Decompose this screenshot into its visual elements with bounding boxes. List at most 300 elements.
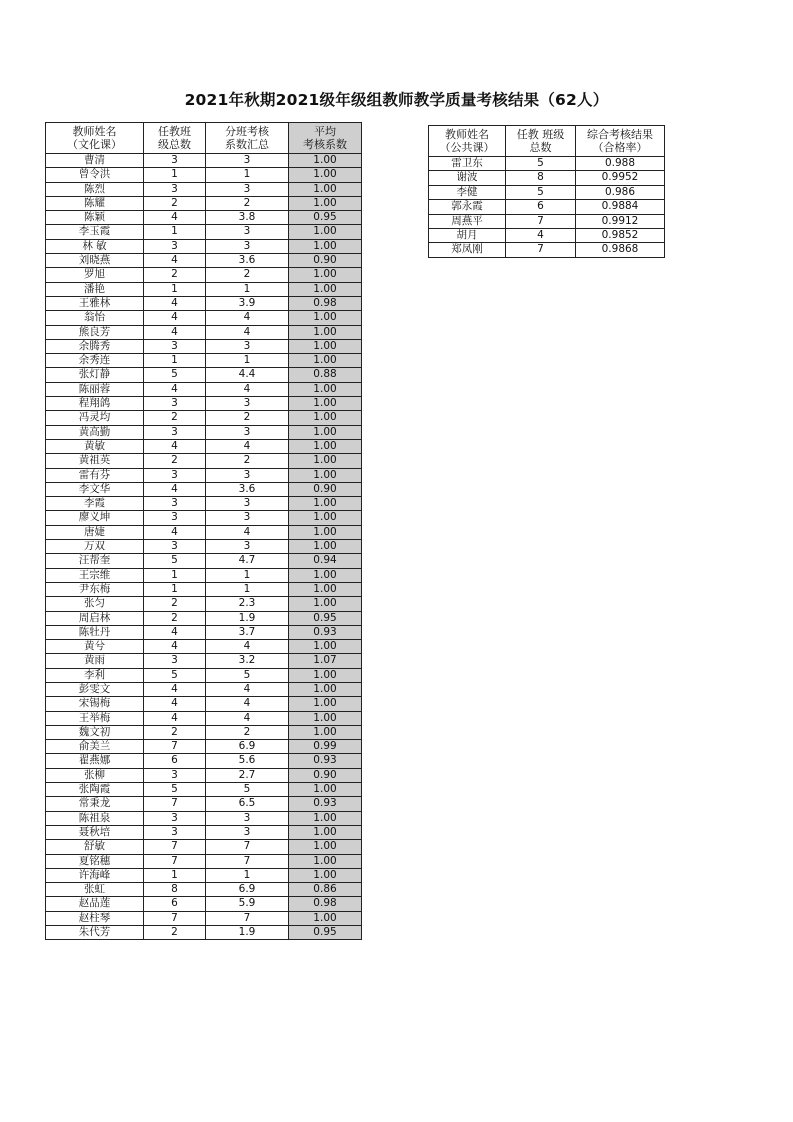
class-count-cell: 4 xyxy=(144,325,206,339)
class-count-cell: 4 xyxy=(144,382,206,396)
class-count-cell: 5 xyxy=(144,668,206,682)
coef-sum-cell: 3 xyxy=(206,182,289,196)
class-count-cell: 4 xyxy=(144,682,206,696)
table-row xyxy=(46,354,362,368)
table-row xyxy=(46,897,362,911)
class-count-cell: 6 xyxy=(144,754,206,768)
public-pass-rate-cell: 0.9912 xyxy=(576,214,665,228)
coef-sum-cell: 4 xyxy=(206,325,289,339)
teacher-name-cell: 赵品莲 xyxy=(46,897,144,911)
table-row xyxy=(46,540,362,554)
coef-sum-cell: 5.9 xyxy=(206,897,289,911)
coef-sum-cell: 4 xyxy=(206,382,289,396)
class-count-cell: 7 xyxy=(144,797,206,811)
class-count-cell: 4 xyxy=(144,439,206,453)
class-count-cell: 5 xyxy=(144,368,206,382)
avg-coef-cell: 1.00 xyxy=(289,454,362,468)
table-row xyxy=(46,868,362,882)
coef-sum-cell: 4 xyxy=(206,697,289,711)
teacher-name-cell: 周启林 xyxy=(46,611,144,625)
header-class-count: 任教班 级总数 xyxy=(144,123,206,154)
class-count-cell: 1 xyxy=(144,568,206,582)
public-teacher-name-cell: 周燕平 xyxy=(429,214,506,228)
header-public-pass-rate: 综合考核结果 （合格率） xyxy=(576,126,665,157)
coef-sum-cell: 3 xyxy=(206,468,289,482)
table-row xyxy=(46,554,362,568)
avg-coef-cell: 1.00 xyxy=(289,497,362,511)
avg-coef-cell: 1.00 xyxy=(289,382,362,396)
header-public-teacher-name: 教师姓名 （公共课） xyxy=(429,126,506,157)
table-row xyxy=(46,411,362,425)
public-pass-rate-cell: 0.9952 xyxy=(576,171,665,185)
avg-coef-cell: 1.00 xyxy=(289,268,362,282)
class-count-cell: 2 xyxy=(144,611,206,625)
avg-coef-cell: 0.93 xyxy=(289,797,362,811)
class-count-cell: 4 xyxy=(144,697,206,711)
coef-sum-cell: 6.9 xyxy=(206,883,289,897)
coef-sum-cell: 4 xyxy=(206,439,289,453)
teacher-name-cell: 赵柱琴 xyxy=(46,911,144,925)
coef-sum-cell: 1 xyxy=(206,354,289,368)
teacher-name-cell: 张柳 xyxy=(46,768,144,782)
public-pass-rate-cell: 0.988 xyxy=(576,157,665,171)
avg-coef-cell: 1.00 xyxy=(289,811,362,825)
teacher-name-cell: 尹东梅 xyxy=(46,582,144,596)
public-course-table xyxy=(428,125,665,258)
teacher-name-cell: 张匀 xyxy=(46,597,144,611)
avg-coef-cell: 1.00 xyxy=(289,511,362,525)
header-public-class-count: 任教 班级 总数 xyxy=(506,126,576,157)
public-teacher-name-cell: 郭永霞 xyxy=(429,200,506,214)
class-count-cell: 2 xyxy=(144,597,206,611)
avg-coef-cell: 1.00 xyxy=(289,168,362,182)
avg-coef-cell: 1.00 xyxy=(289,354,362,368)
public-class-count-cell: 8 xyxy=(506,171,576,185)
teacher-name-cell: 张灯静 xyxy=(46,368,144,382)
table-row xyxy=(46,797,362,811)
table-row xyxy=(46,168,362,182)
table-row xyxy=(46,254,362,268)
avg-coef-cell: 1.00 xyxy=(289,783,362,797)
teacher-name-cell: 余秀连 xyxy=(46,354,144,368)
table-row xyxy=(429,200,665,214)
avg-coef-cell: 0.90 xyxy=(289,768,362,782)
avg-coef-cell: 1.00 xyxy=(289,196,362,210)
teacher-name-cell: 许海峰 xyxy=(46,868,144,882)
table-row xyxy=(46,511,362,525)
class-count-cell: 3 xyxy=(144,425,206,439)
table-row xyxy=(46,497,362,511)
teacher-name-cell: 黄兮 xyxy=(46,640,144,654)
table-row xyxy=(46,182,362,196)
avg-coef-cell: 1.00 xyxy=(289,239,362,253)
coef-sum-cell: 1 xyxy=(206,168,289,182)
public-pass-rate-cell: 0.986 xyxy=(576,185,665,199)
teacher-name-cell: 程翔鸽 xyxy=(46,397,144,411)
avg-coef-cell: 0.90 xyxy=(289,254,362,268)
coef-sum-cell: 3 xyxy=(206,497,289,511)
teacher-name-cell: 翟燕娜 xyxy=(46,754,144,768)
avg-coef-cell: 1.00 xyxy=(289,597,362,611)
table-row xyxy=(46,296,362,310)
avg-coef-cell: 0.88 xyxy=(289,368,362,382)
class-count-cell: 4 xyxy=(144,711,206,725)
avg-coef-cell: 0.94 xyxy=(289,554,362,568)
coef-sum-cell: 7 xyxy=(206,911,289,925)
class-count-cell: 3 xyxy=(144,468,206,482)
coef-sum-cell: 3 xyxy=(206,511,289,525)
teacher-name-cell: 聂秋培 xyxy=(46,825,144,839)
class-count-cell: 5 xyxy=(144,783,206,797)
teacher-name-cell: 宋锡梅 xyxy=(46,697,144,711)
public-class-count-cell: 7 xyxy=(506,214,576,228)
coef-sum-cell: 1.9 xyxy=(206,611,289,625)
avg-coef-cell: 0.95 xyxy=(289,211,362,225)
table-row xyxy=(429,229,665,243)
avg-coef-cell: 1.00 xyxy=(289,725,362,739)
class-count-cell: 3 xyxy=(144,825,206,839)
coef-sum-cell: 7 xyxy=(206,840,289,854)
avg-coef-cell: 1.00 xyxy=(289,397,362,411)
table-row xyxy=(46,368,362,382)
coef-sum-cell: 2 xyxy=(206,196,289,210)
table-row xyxy=(429,157,665,171)
avg-coef-cell: 1.00 xyxy=(289,668,362,682)
main-results-table xyxy=(45,122,362,940)
avg-coef-cell: 1.00 xyxy=(289,840,362,854)
avg-coef-cell: 0.95 xyxy=(289,926,362,940)
class-count-cell: 6 xyxy=(144,897,206,911)
teacher-name-cell: 陈烈 xyxy=(46,182,144,196)
teacher-name-cell: 黄敏 xyxy=(46,439,144,453)
class-count-cell: 7 xyxy=(144,854,206,868)
class-count-cell: 4 xyxy=(144,482,206,496)
coef-sum-cell: 3.8 xyxy=(206,211,289,225)
public-pass-rate-cell: 0.9868 xyxy=(576,243,665,257)
teacher-name-cell: 陈耀 xyxy=(46,196,144,210)
teacher-name-cell: 夏铭穗 xyxy=(46,854,144,868)
teacher-name-cell: 林 敏 xyxy=(46,239,144,253)
teacher-name-cell: 曾令洪 xyxy=(46,168,144,182)
class-count-cell: 1 xyxy=(144,582,206,596)
avg-coef-cell: 0.95 xyxy=(289,611,362,625)
teacher-name-cell: 翁怡 xyxy=(46,311,144,325)
header-coef-sum: 分班考核 系数汇总 xyxy=(206,123,289,154)
coef-sum-cell: 3 xyxy=(206,339,289,353)
public-pass-rate-cell: 0.9852 xyxy=(576,229,665,243)
coef-sum-cell: 4 xyxy=(206,640,289,654)
class-count-cell: 2 xyxy=(144,196,206,210)
table-row xyxy=(46,282,362,296)
teacher-name-cell: 陈颖 xyxy=(46,211,144,225)
table-row xyxy=(46,840,362,854)
teacher-name-cell: 魏文初 xyxy=(46,725,144,739)
class-count-cell: 4 xyxy=(144,640,206,654)
class-count-cell: 3 xyxy=(144,768,206,782)
avg-coef-cell: 0.99 xyxy=(289,740,362,754)
class-count-cell: 7 xyxy=(144,911,206,925)
public-class-count-cell: 7 xyxy=(506,243,576,257)
class-count-cell: 4 xyxy=(144,625,206,639)
class-count-cell: 2 xyxy=(144,454,206,468)
public-table-header-row xyxy=(429,126,665,157)
coef-sum-cell: 4.7 xyxy=(206,554,289,568)
coef-sum-cell: 3.6 xyxy=(206,482,289,496)
table-row xyxy=(46,883,362,897)
class-count-cell: 3 xyxy=(144,154,206,168)
coef-sum-cell: 3 xyxy=(206,397,289,411)
public-teacher-name-cell: 胡月 xyxy=(429,229,506,243)
header-avg-coef: 平均 考核系数 xyxy=(289,123,362,154)
class-count-cell: 3 xyxy=(144,397,206,411)
coef-sum-cell: 3 xyxy=(206,811,289,825)
teacher-name-cell: 俞美兰 xyxy=(46,740,144,754)
table-row xyxy=(46,425,362,439)
teacher-name-cell: 冯灵均 xyxy=(46,411,144,425)
class-count-cell: 1 xyxy=(144,168,206,182)
coef-sum-cell: 3.2 xyxy=(206,654,289,668)
coef-sum-cell: 1 xyxy=(206,868,289,882)
coef-sum-cell: 2 xyxy=(206,411,289,425)
avg-coef-cell: 1.00 xyxy=(289,182,362,196)
coef-sum-cell: 4.4 xyxy=(206,368,289,382)
avg-coef-cell: 1.00 xyxy=(289,568,362,582)
coef-sum-cell: 1 xyxy=(206,282,289,296)
teacher-name-cell: 王雅林 xyxy=(46,296,144,310)
avg-coef-cell: 1.00 xyxy=(289,640,362,654)
header-teacher-name: 教师姓名 （文化课） xyxy=(46,123,144,154)
table-row xyxy=(46,926,362,940)
class-count-cell: 7 xyxy=(144,840,206,854)
teacher-name-cell: 王宗维 xyxy=(46,568,144,582)
table-row xyxy=(46,682,362,696)
public-teacher-name-cell: 郑凤刚 xyxy=(429,243,506,257)
table-row xyxy=(46,740,362,754)
avg-coef-cell: 1.00 xyxy=(289,697,362,711)
table-row xyxy=(46,325,362,339)
table-row xyxy=(46,482,362,496)
teacher-name-cell: 廖义坤 xyxy=(46,511,144,525)
table-row xyxy=(46,397,362,411)
table-row xyxy=(46,339,362,353)
coef-sum-cell: 3 xyxy=(206,154,289,168)
class-count-cell: 8 xyxy=(144,883,206,897)
table-row xyxy=(46,196,362,210)
avg-coef-cell: 1.00 xyxy=(289,225,362,239)
coef-sum-cell: 6.9 xyxy=(206,740,289,754)
table-row xyxy=(46,825,362,839)
table-row xyxy=(46,582,362,596)
avg-coef-cell: 1.00 xyxy=(289,439,362,453)
table-row xyxy=(46,154,362,168)
table-row xyxy=(46,597,362,611)
teacher-name-cell: 李玉霞 xyxy=(46,225,144,239)
avg-coef-cell: 0.98 xyxy=(289,897,362,911)
avg-coef-cell: 0.98 xyxy=(289,296,362,310)
teacher-name-cell: 汪帮奎 xyxy=(46,554,144,568)
coef-sum-cell: 3.6 xyxy=(206,254,289,268)
public-class-count-cell: 5 xyxy=(506,157,576,171)
teacher-name-cell: 雷有芬 xyxy=(46,468,144,482)
class-count-cell: 2 xyxy=(144,268,206,282)
table-row xyxy=(46,668,362,682)
teacher-name-cell: 罗旭 xyxy=(46,268,144,282)
table-row xyxy=(46,725,362,739)
avg-coef-cell: 1.00 xyxy=(289,154,362,168)
avg-coef-cell: 1.00 xyxy=(289,411,362,425)
teacher-name-cell: 李文华 xyxy=(46,482,144,496)
teacher-name-cell: 朱代芳 xyxy=(46,926,144,940)
teacher-name-cell: 万双 xyxy=(46,540,144,554)
teacher-name-cell: 黄雨 xyxy=(46,654,144,668)
table-row xyxy=(46,211,362,225)
coef-sum-cell: 3 xyxy=(206,225,289,239)
coef-sum-cell: 4 xyxy=(206,525,289,539)
class-count-cell: 1 xyxy=(144,282,206,296)
avg-coef-cell: 0.86 xyxy=(289,883,362,897)
table-row xyxy=(46,611,362,625)
avg-coef-cell: 1.00 xyxy=(289,311,362,325)
table-row xyxy=(46,525,362,539)
class-count-cell: 4 xyxy=(144,211,206,225)
teacher-name-cell: 刘晓燕 xyxy=(46,254,144,268)
teacher-name-cell: 王举梅 xyxy=(46,711,144,725)
coef-sum-cell: 3 xyxy=(206,239,289,253)
table-row xyxy=(46,654,362,668)
table-row xyxy=(46,239,362,253)
table-row xyxy=(46,811,362,825)
public-class-count-cell: 6 xyxy=(506,200,576,214)
table-row xyxy=(46,311,362,325)
table-row xyxy=(46,783,362,797)
table-row xyxy=(46,711,362,725)
main-table-header-row xyxy=(46,123,362,154)
class-count-cell: 1 xyxy=(144,354,206,368)
class-count-cell: 3 xyxy=(144,511,206,525)
table-row xyxy=(46,754,362,768)
avg-coef-cell: 0.93 xyxy=(289,754,362,768)
class-count-cell: 7 xyxy=(144,740,206,754)
avg-coef-cell: 1.00 xyxy=(289,682,362,696)
table-row xyxy=(429,214,665,228)
teacher-name-cell: 彭雯文 xyxy=(46,682,144,696)
public-teacher-name-cell: 李健 xyxy=(429,185,506,199)
public-class-count-cell: 4 xyxy=(506,229,576,243)
coef-sum-cell: 4 xyxy=(206,311,289,325)
teacher-name-cell: 张虹 xyxy=(46,883,144,897)
class-count-cell: 1 xyxy=(144,225,206,239)
teacher-name-cell: 李霞 xyxy=(46,497,144,511)
avg-coef-cell: 0.93 xyxy=(289,625,362,639)
table-row xyxy=(46,625,362,639)
teacher-name-cell: 唐婕 xyxy=(46,525,144,539)
class-count-cell: 5 xyxy=(144,554,206,568)
table-row xyxy=(46,382,362,396)
class-count-cell: 4 xyxy=(144,254,206,268)
coef-sum-cell: 7 xyxy=(206,854,289,868)
coef-sum-cell: 6.5 xyxy=(206,797,289,811)
teacher-name-cell: 陈牡丹 xyxy=(46,625,144,639)
class-count-cell: 2 xyxy=(144,725,206,739)
class-count-cell: 3 xyxy=(144,497,206,511)
public-teacher-name-cell: 谢波 xyxy=(429,171,506,185)
class-count-cell: 3 xyxy=(144,540,206,554)
table-row xyxy=(46,439,362,453)
coef-sum-cell: 3 xyxy=(206,825,289,839)
coef-sum-cell: 2.7 xyxy=(206,768,289,782)
class-count-cell: 3 xyxy=(144,811,206,825)
avg-coef-cell: 0.90 xyxy=(289,482,362,496)
table-row xyxy=(46,768,362,782)
teacher-name-cell: 熊良芳 xyxy=(46,325,144,339)
page-title: 2021年秋期2021级年级组教师教学质量考核结果（62人） xyxy=(184,91,609,109)
coef-sum-cell: 2 xyxy=(206,268,289,282)
teacher-name-cell: 黄高勤 xyxy=(46,425,144,439)
teacher-name-cell: 舒敏 xyxy=(46,840,144,854)
avg-coef-cell: 1.00 xyxy=(289,711,362,725)
coef-sum-cell: 4 xyxy=(206,711,289,725)
coef-sum-cell: 2.3 xyxy=(206,597,289,611)
class-count-cell: 2 xyxy=(144,411,206,425)
avg-coef-cell: 1.00 xyxy=(289,282,362,296)
class-count-cell: 3 xyxy=(144,339,206,353)
class-count-cell: 2 xyxy=(144,926,206,940)
table-row xyxy=(46,911,362,925)
avg-coef-cell: 1.00 xyxy=(289,425,362,439)
coef-sum-cell: 1 xyxy=(206,582,289,596)
coef-sum-cell: 4 xyxy=(206,682,289,696)
coef-sum-cell: 5 xyxy=(206,783,289,797)
teacher-name-cell: 陈祖泉 xyxy=(46,811,144,825)
public-teacher-name-cell: 雷卫东 xyxy=(429,157,506,171)
teacher-name-cell: 张陶霞 xyxy=(46,783,144,797)
coef-sum-cell: 5.6 xyxy=(206,754,289,768)
avg-coef-cell: 1.00 xyxy=(289,525,362,539)
avg-coef-cell: 1.07 xyxy=(289,654,362,668)
avg-coef-cell: 1.00 xyxy=(289,911,362,925)
teacher-name-cell: 潘艳 xyxy=(46,282,144,296)
avg-coef-cell: 1.00 xyxy=(289,868,362,882)
teacher-name-cell: 余腾秀 xyxy=(46,339,144,353)
table-row xyxy=(46,225,362,239)
coef-sum-cell: 1 xyxy=(206,568,289,582)
table-row xyxy=(46,568,362,582)
avg-coef-cell: 1.00 xyxy=(289,540,362,554)
table-row xyxy=(429,243,665,257)
class-count-cell: 4 xyxy=(144,296,206,310)
class-count-cell: 1 xyxy=(144,868,206,882)
table-row xyxy=(429,171,665,185)
avg-coef-cell: 1.00 xyxy=(289,825,362,839)
teacher-name-cell: 陈丽蓉 xyxy=(46,382,144,396)
teacher-name-cell: 李利 xyxy=(46,668,144,682)
public-pass-rate-cell: 0.9884 xyxy=(576,200,665,214)
table-row xyxy=(46,454,362,468)
avg-coef-cell: 1.00 xyxy=(289,325,362,339)
coef-sum-cell: 5 xyxy=(206,668,289,682)
coef-sum-cell: 2 xyxy=(206,454,289,468)
table-row xyxy=(46,854,362,868)
public-class-count-cell: 5 xyxy=(506,185,576,199)
class-count-cell: 3 xyxy=(144,239,206,253)
avg-coef-cell: 1.00 xyxy=(289,582,362,596)
table-row xyxy=(46,697,362,711)
teacher-name-cell: 曹清 xyxy=(46,154,144,168)
table-row xyxy=(46,468,362,482)
class-count-cell: 3 xyxy=(144,654,206,668)
class-count-cell: 4 xyxy=(144,525,206,539)
class-count-cell: 3 xyxy=(144,182,206,196)
